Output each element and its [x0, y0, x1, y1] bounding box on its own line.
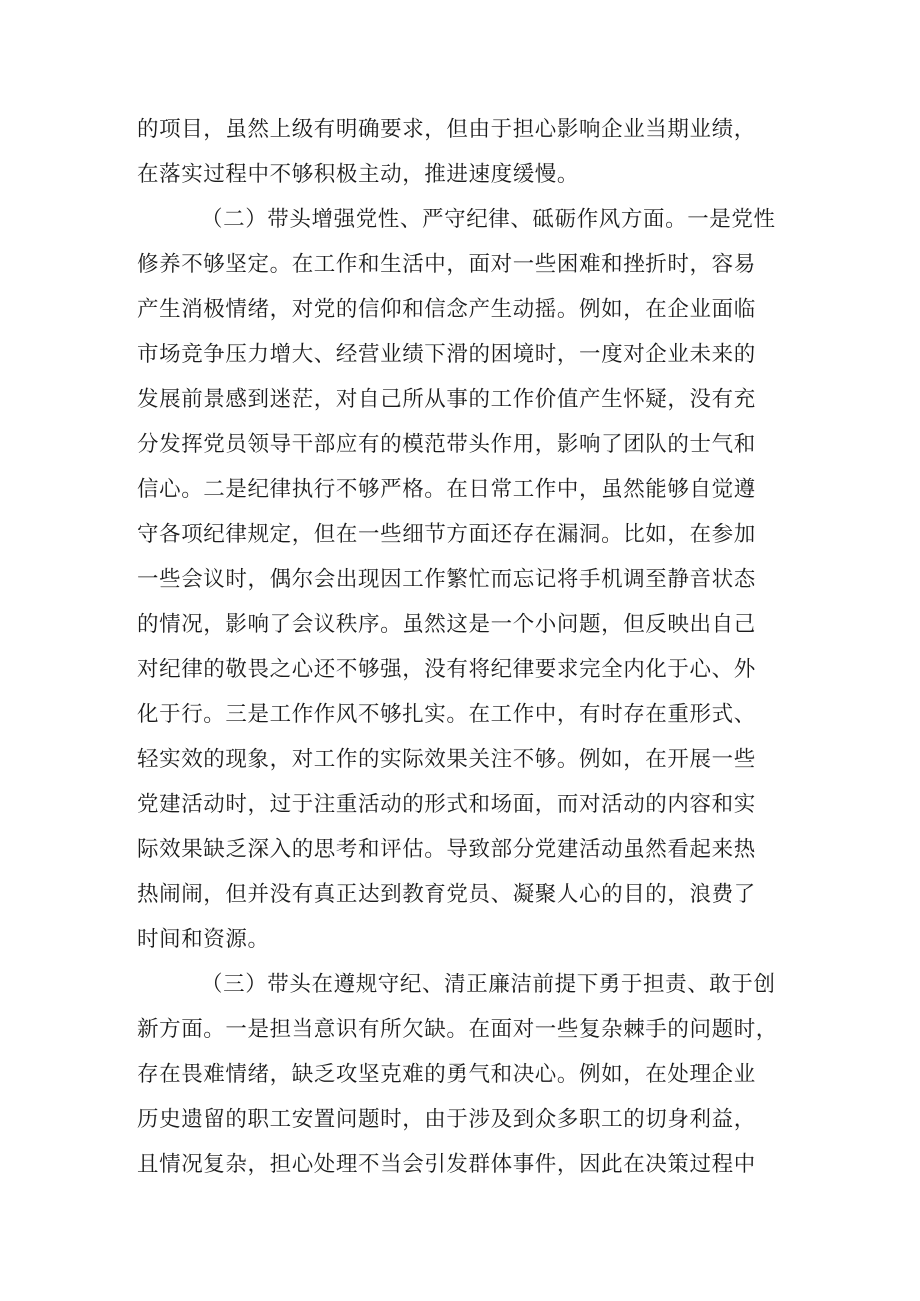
text-line: 时间和资源。 [137, 927, 270, 952]
text-line: 产生消极情绪，对党的信仰和信念产生动摇。例如，在企业面临 [137, 297, 756, 322]
text-line: 党建活动时，过于注重活动的形式和场面，而对活动的内容和实 [137, 792, 756, 817]
text-line: 发展前景感到迷茫，对自己所从事的工作价值产生怀疑，没有充 [137, 387, 756, 412]
text-line: 对纪律的敬畏之心还不够强，没有将纪律要求完全内化于心、外 [137, 657, 756, 682]
text-line: 分发挥党员领导干部应有的模范带头作用，影响了团队的士气和 [137, 432, 756, 457]
text-line: 修养不够坚定。在工作和生活中，面对一些困难和挫折时，容易 [137, 252, 756, 277]
text-line: 历史遗留的职工安置问题时，由于涉及到众多职工的切身利益， [137, 1107, 756, 1132]
text-line: 的项目，虽然上级有明确要求，但由于担心影响企业当期业绩， [137, 117, 756, 142]
text-line: 一些会议时，偶尔会出现因工作繁忙而忘记将手机调至静音状态 [137, 567, 756, 592]
text-line: 热闹闹，但并没有真正达到教育党员、凝聚人心的目的，浪费了 [137, 882, 756, 907]
text-line: 新方面。一是担当意识有所欠缺。在面对一些复杂棘手的问题时， [137, 1017, 778, 1042]
section-heading-line: （三）带头在遵规守纪、清正廉洁前提下勇于担责、敢于创 [201, 972, 776, 997]
text-line: 轻实效的现象，对工作的实际效果关注不够。例如，在开展一些 [137, 747, 756, 772]
text-line: 化于行。三是工作作风不够扎实。在工作中，有时存在重形式、 [137, 702, 756, 727]
text-line: 在落实过程中不够积极主动，推进速度缓慢。 [137, 162, 580, 187]
text-line: 市场竞争压力增大、经营业绩下滑的困境时，一度对企业未来的 [137, 342, 756, 367]
text-line: 际效果缺乏深入的思考和评估。导致部分党建活动虽然看起来热 [137, 837, 756, 862]
text-line: 存在畏难情绪，缺乏攻坚克难的勇气和决心。例如，在处理企业 [137, 1062, 756, 1087]
text-line: 信心。二是纪律执行不够严格。在日常工作中，虽然能够自觉遵 [137, 477, 756, 502]
text-line: 且情况复杂，担心处理不当会引发群体事件，因此在决策过程中 [137, 1152, 756, 1177]
section-heading-line: （二）带头增强党性、严守纪律、砥砺作风方面。一是党性 [201, 207, 776, 232]
text-line: 的情况，影响了会议秩序。虽然这是一个小问题，但反映出自己 [137, 612, 756, 637]
text-line: 守各项纪律规定，但在一些细节方面还存在漏洞。比如，在参加 [137, 522, 756, 547]
